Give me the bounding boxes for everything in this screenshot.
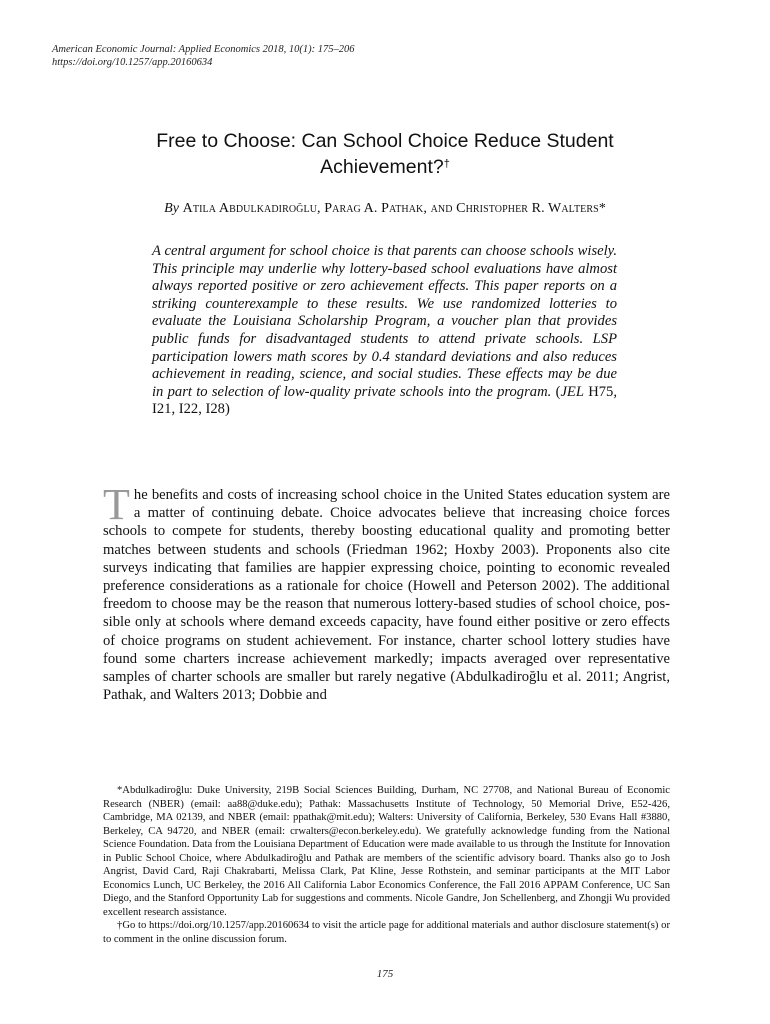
title-dagger: †	[443, 158, 450, 170]
jel-code-list: H75, I21, I22, I28)	[152, 383, 618, 418]
byline-authors: Atila Abdulkadiroğlu, Parag A. Pathak, and Christopher R. Walters*	[182, 201, 606, 216]
byline-by: By	[164, 201, 180, 216]
jel-label: JEL	[560, 383, 584, 400]
byline	[0, 201, 770, 217]
abstract-text: A central argument for school choice is that parents can choose schools wisely. This principle may underlie why lottery-based school evaluations have almost always reported positive or zero achievement effects. This paper reports on a striking counterexample to these results. We use randomized lotteries to evaluate the Louisiana Scholarship Program, a voucher plan that provides public funds for disadvantaged students to attend private schools. LSP participation lowers math scores by 0.4 standard deviations and also reduces achievement in reading, science, and social studies. These effects may be due in part to selection of low-quality private schools into the program.	[152, 243, 617, 400]
doi-link[interactable]: https://doi.org/10.1257/app.20160634	[52, 57, 213, 68]
introduction-body	[103, 480, 670, 704]
page-number: 175	[376, 968, 394, 980]
introduction-text: he benefits and costs of increasing school choice in the United States education system are a matter of continuing debate. Choice advocates believe that increasing choice forces schools to compete for students, thereby boosting educational quality and promoting better matches between students and schools (Friedman 1962; Hoxby 2003). Proponents also cite surveys indicating that families are happier expressing choice, pointing to economic revealed preference considerations as a rationale for choice (Howell and Peterson 2002). The additional freedom to choose may be the reason that numerous lottery-based studies of school choice, possible only at schools where demand exceeds capacity, have found either positive or zero effects of choice programs on student achievement. For instance, charter school lottery studies have found some charters increase achievement markedly; impacts averaged over representative samples of charter schools are smaller but rarely negative (Abdulkadiroğlu et al. 2011; Angrist, Pathak, and Walters 2013; Dobbie and	[103, 487, 670, 704]
abstract	[152, 243, 617, 419]
footnotes	[103, 784, 670, 946]
drop-cap: T	[103, 480, 130, 529]
journal-header	[52, 43, 355, 69]
jel-open: (	[555, 383, 561, 400]
title-line-2	[0, 154, 770, 180]
journal-citation: American Economic Journal: Applied Economics 2018, 10(1): 175–206	[52, 44, 355, 55]
title-line-2-text: Achievement?	[320, 156, 444, 178]
footnote-affiliations: *Abdulkadiroğlu: Duke University, 219B Social Sciences Building, Durham, NC 27708, and National Bureau of Economic Research (NBER) (email: aa88@duke.edu); Pathak: Massachusetts Institute of Technology, 50 Memorial Drive, E52-426, Cambridge, MA 02139, and NBER (email: ppathak@mit.edu); Walters: University of California, Berkeley, 530 Evans Hall #3880, Berkeley, CA 94720, and NBER (email: crwalters@econ.berkeley.edu). We gratefully acknowledge funding from the National Science Foundation. Data from the Louisiana Department of Education were made available to us through the Institute for Innovation in Public School Choice, where Abdulkadiroğlu and Pathak are members of the scientific advisory board. Thanks also go to Josh Angrist, David Card, Raji Chakrabarti, Melissa Clark, Pat Kline, Jesse Rothstein, and seminar participants at the MIT Labor Economics Lunch, UC Berkeley, the 2016 All California Labor Economics Conference, the Fall 2016 APPAM Conference, UC San Diego, and the Stanford Opportunity Lab for suggestions and comments. Nicole Gandre, Jon Schellenberg, and Zhongji Wu provided excellent research assistance.	[103, 785, 670, 918]
title-line-1: Free to Choose: Can School Choice Reduce Student	[156, 130, 614, 152]
paper-title	[0, 128, 770, 180]
footnote-dagger: †Go to https://doi.org/10.1257/app.20160634 to visit the article page for additional materials and author disclosure statement(s) or to comment in the online discussion forum.	[103, 920, 670, 945]
